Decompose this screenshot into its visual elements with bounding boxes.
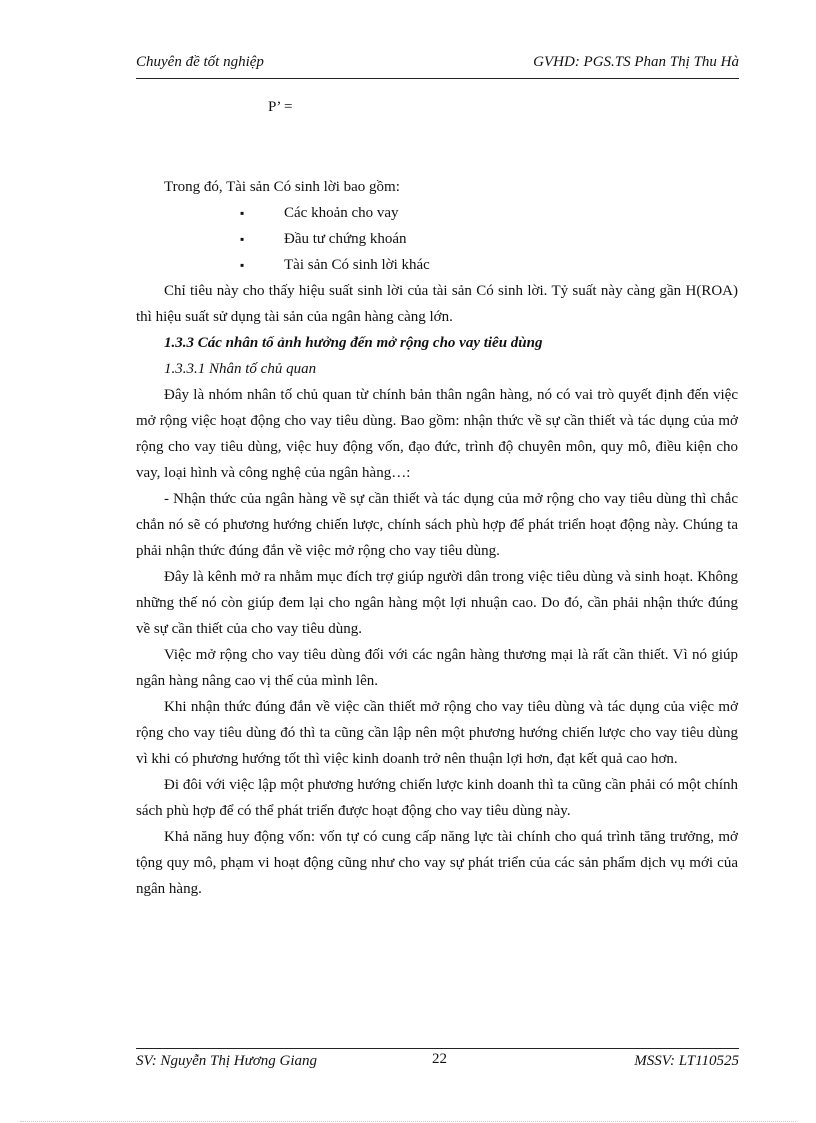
list-item: ▪ Các khoản cho vay	[136, 200, 738, 226]
subsection-heading: 1.3.3.1 Nhân tố chủ quan	[164, 361, 317, 377]
section-heading: 1.3.3 Các nhân tố ảnh hưởng đến mở rộng cho vay tiêu dùng	[164, 335, 543, 351]
paragraph: Khả năng huy động vốn: vốn tự có cung cấp năng lực tài chính cho quá trình tăng trưởng, mở tộng quy mô, phạm vi hoạt động cũng như cho vay sự phát triển của các sản phẩm dịch vụ mới của ngân hàng.	[136, 829, 738, 897]
paragraph: Đi đôi với việc lập một phương hướng chiến lược kinh doanh thì ta cũng cần phải có một chính sách phù hợp để có thể phát triển được hoạt động cho vay tiêu dùng này.	[136, 777, 738, 819]
header-right: GVHD: PGS.TS Phan Thị Thu Hà	[533, 54, 739, 70]
paragraph: - Nhận thức của ngân hàng về sự cần thiết và tác dụng của mở rộng cho vay tiêu dùng thì chắc chắn nó sẽ có phương hướng chiến lược, chính sách phù hợp để phát triển hoạt động này. Chúng ta phải nhận thức đúng đắn về việc mở rộng cho vay tiêu dùng.	[136, 491, 738, 559]
page-edge-divider	[20, 1121, 796, 1122]
footer-student-id: MSSV: LT110525	[634, 1053, 739, 1069]
page-footer	[136, 1048, 739, 1075]
footer-student: SV: Nguyễn Thị Hương Giang	[136, 1053, 318, 1069]
paragraph: Đây là nhóm nhân tố chủ quan từ chính bản thân ngân hàng, nó có vai trò quyết định đến việc mở rộng việc hoạt động cho vay tiêu dùng. Bao gồm: nhận thức về sự cần thiết và tác dụng của mở rộng cho vay tiêu dùng, việc huy động vốn, đạo đức, trình độ chuyên môn, quy mô, điều kiện cho vay, loại hình và công nghệ của ngân hàng…:	[136, 387, 738, 481]
intro-text: Trong đó, Tài sản Có sinh lời bao gồm:	[164, 179, 400, 195]
page-number: 22	[432, 1051, 447, 1067]
formula: P’ =	[268, 99, 293, 115]
header-left: Chuyên đề tốt nghiệp	[136, 54, 264, 70]
bullet-list	[136, 200, 738, 278]
page-content	[136, 94, 738, 902]
list-item: ▪ Đầu tư chứng khoán	[136, 226, 738, 252]
page-header	[136, 52, 739, 79]
paragraph: Đây là kênh mở ra nhằm mục đích trợ giúp người dân trong việc tiêu dùng và sinh hoạt. Không những thế nó còn giúp đem lại cho ngân hàng một lợi nhuận cao. Do đó, cần phải nhận thức đúng về sự cần thiết của cho vay tiêu dùng.	[136, 569, 738, 637]
paragraph: Khi nhận thức đúng đắn về việc cần thiết mở rộng cho vay tiêu dùng và tác dụng của việc mở rộng cho vay tiêu dùng đó thì ta cũng cần lập nên một phương hướng chiến lược cho vay tiêu dùng vì khi có phương hướng tốt thì việc kinh doanh trở nên thuận lợi hơn, đạt kết quả cao hơn.	[136, 699, 738, 767]
paragraph: Việc mở rộng cho vay tiêu dùng đối với các ngân hàng thương mại là rất cần thiết. Vì nó giúp ngân hàng nâng cao vị thế của mình lên.	[136, 647, 738, 689]
paragraph: Chỉ tiêu này cho thấy hiệu suất sinh lời của tài sản Có sinh lời. Tỷ suất này càng gần H(ROA) thì hiệu suất sử dụng tài sản của ngân hàng càng lớn.	[136, 283, 738, 325]
list-item: ▪ Tài sản Có sinh lời khác	[136, 252, 738, 278]
